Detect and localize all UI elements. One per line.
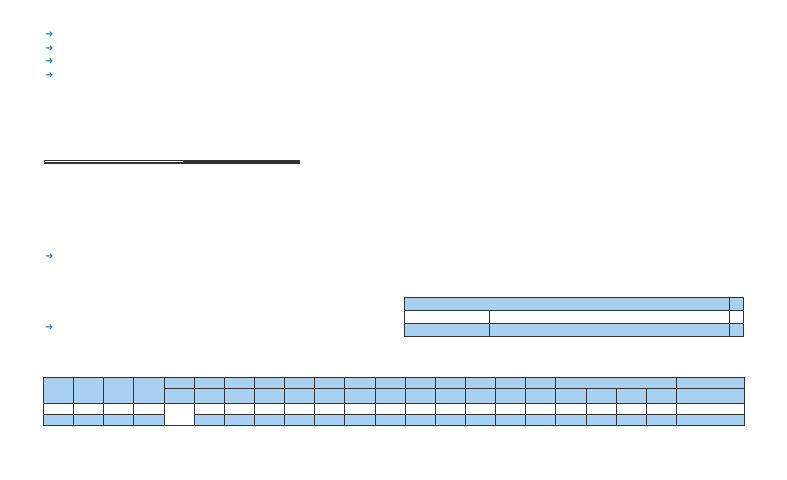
perf-col-amp xyxy=(134,378,164,404)
arrow-icon: ➜ xyxy=(45,29,54,40)
perf-col-maxsolid xyxy=(526,378,556,389)
perf-col-gross xyxy=(616,389,646,404)
perf-col-maxsolid-unit xyxy=(526,389,556,404)
sump-table xyxy=(404,297,744,337)
perf-col-model xyxy=(44,378,74,404)
perf-col-maxlift xyxy=(496,378,526,389)
perf-col-height xyxy=(586,389,616,404)
perf-col-cable-desc xyxy=(677,389,745,404)
chart-small-pump xyxy=(0,0,787,75)
sump-row2-b xyxy=(490,324,730,337)
arrow-icon: ➜ xyxy=(45,251,54,262)
perf-lh-4 xyxy=(315,389,345,404)
sump-col-dia xyxy=(730,298,744,311)
arrow-icon: ➜ xyxy=(45,56,54,67)
sump-col-model xyxy=(405,298,730,311)
perf-m3-4 xyxy=(315,378,345,389)
motor-specifications-text xyxy=(45,250,56,264)
perf-m3-7 xyxy=(405,378,435,389)
perf-m3-0 xyxy=(194,378,224,389)
perf-lh-2 xyxy=(254,389,284,404)
arrow-icon: ➜ xyxy=(45,322,54,333)
sump-row2-a xyxy=(405,324,490,337)
perf-m3-5 xyxy=(345,378,375,389)
perf-m3-3 xyxy=(285,378,315,389)
perf-lh-3 xyxy=(285,389,315,404)
perf-lh-7 xyxy=(405,389,435,404)
arrow-icon: ➜ xyxy=(45,69,54,81)
perf-col-hm xyxy=(164,404,194,426)
perf-lh-5 xyxy=(345,389,375,404)
perf-col-hp xyxy=(104,378,134,404)
performance-table xyxy=(43,377,745,426)
perf-col-m3h xyxy=(164,378,194,389)
perf-m3-1 xyxy=(224,378,254,389)
perf-lh-1 xyxy=(224,389,254,404)
perf-m3-8 xyxy=(435,378,465,389)
perf-col-cable xyxy=(677,378,745,389)
perf-r2-model xyxy=(44,415,74,426)
sump-row1-a xyxy=(405,311,490,324)
perf-col-volume xyxy=(646,389,676,404)
perf-col-dims xyxy=(556,378,677,389)
perf-col-kw xyxy=(74,378,104,404)
perf-col-maxlift-unit xyxy=(496,389,526,404)
arrow-icon: ➜ xyxy=(45,42,54,54)
direction-of-rotation-text xyxy=(45,321,56,335)
perf-lh-6 xyxy=(375,389,405,404)
perf-m3-6 xyxy=(375,378,405,389)
perf-col-major-width xyxy=(556,389,586,404)
sump-row1-b xyxy=(490,311,730,324)
chart-large-pump xyxy=(0,72,787,252)
perf-m3-9 xyxy=(465,378,495,389)
perf-col-lh xyxy=(164,389,194,404)
perf-r1-model xyxy=(44,404,74,415)
perf-m3-2 xyxy=(254,378,284,389)
perf-lh-9 xyxy=(465,389,495,404)
perf-lh-8 xyxy=(435,389,465,404)
sump-row1-v xyxy=(730,311,744,324)
perf-lh-0 xyxy=(194,389,224,404)
sump-row2-v xyxy=(730,324,744,337)
